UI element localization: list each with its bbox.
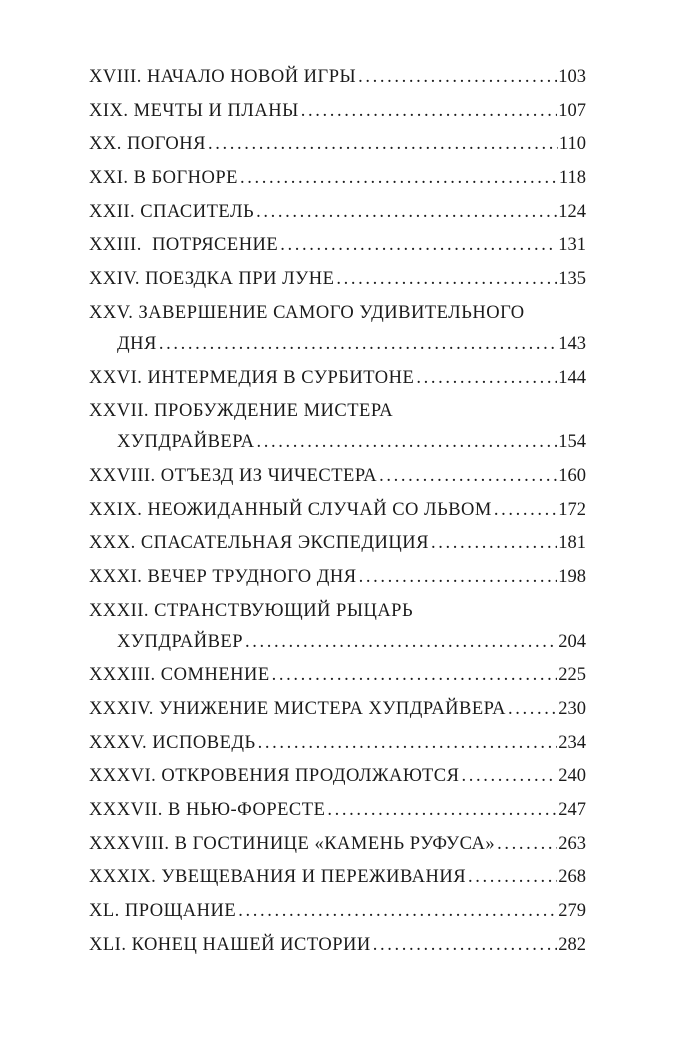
toc-entry[interactable] — [89, 829, 586, 860]
toc-entry[interactable] — [89, 230, 586, 261]
toc-entry-page: 198 — [558, 566, 586, 587]
toc-entry-title: XXXVIII. В ГОСТИНИЦЕ «КАМЕНЬ РУФУСА» — [89, 833, 496, 854]
toc-entry-page: 131 — [558, 235, 586, 256]
toc-entry-title: XXXV. ИСПОВЕДЬ — [89, 732, 256, 753]
leader-dots — [359, 562, 558, 593]
leader-dots — [373, 930, 558, 961]
toc-entry-title: XX. ПОГОНЯ — [89, 134, 206, 155]
table-of-contents — [89, 62, 586, 964]
toc-entry-title: XXVII. ПРОБУЖДЕНИЕ МИСТЕРА — [89, 401, 394, 422]
leader-dots — [358, 62, 557, 93]
toc-entry-title: XVIII. НАЧАЛО НОВОЙ ИГРЫ — [89, 67, 357, 87]
toc-entry[interactable] — [89, 396, 586, 458]
leader-dots — [238, 896, 557, 927]
toc-entry-page: 181 — [558, 533, 586, 554]
toc-entry-title: XXXVI. ОТКРОВЕНИЯ ПРОДОЛЖАЮТСЯ — [89, 766, 460, 787]
toc-entry-title-continued: ХУПДРАЙВЕР — [117, 631, 244, 652]
toc-entry-title: XXXI. ВЕЧЕР ТРУДНОГО ДНЯ — [89, 566, 357, 587]
toc-entry-title: XXXII. СТРАНСТВУЮЩИЙ РЫЦАРЬ — [89, 600, 414, 621]
toc-entry-title: XXVIII. ОТЪЕЗД ИЗ ЧИЧЕСТЕРА — [89, 465, 378, 486]
toc-entry[interactable] — [89, 129, 586, 160]
toc-entry-title: XXV. ЗАВЕРШЕНИЕ САМОГО УДИВИТЕЛЬНОГО — [89, 302, 525, 323]
toc-entry[interactable] — [89, 363, 586, 394]
toc-entry[interactable] — [89, 461, 586, 492]
toc-entry-page: 118 — [558, 168, 586, 189]
toc-entry-page: 143 — [558, 333, 586, 354]
toc-entry-title: XXIII. ПОТРЯСЕНИЕ — [89, 235, 279, 256]
toc-entry-title: XXX. СПАСАТЕЛЬНАЯ ЭКСПЕДИЦИЯ — [89, 533, 429, 554]
leader-dots — [208, 129, 558, 160]
toc-entry-page: 107 — [558, 100, 586, 121]
toc-entry-title: XL. ПРОЩАНИЕ — [89, 901, 237, 922]
leader-dots — [272, 660, 558, 691]
toc-entry-page: 247 — [558, 800, 586, 821]
toc-entry[interactable] — [89, 495, 586, 526]
toc-entry-page: 124 — [558, 201, 586, 222]
toc-entry[interactable] — [89, 862, 586, 893]
toc-entry-page: 282 — [558, 934, 586, 955]
toc-entry[interactable] — [89, 62, 586, 93]
toc-entry-title: XXXIII. СОМНЕНИЕ — [89, 665, 270, 686]
leader-dots — [461, 761, 557, 792]
toc-entry[interactable] — [89, 264, 586, 295]
toc-entry-page: 172 — [558, 499, 586, 520]
toc-entry-title-continued: ДНЯ — [117, 333, 157, 354]
toc-entry-page: 225 — [558, 665, 586, 686]
leader-dots — [508, 694, 557, 725]
toc-entry-page: 263 — [558, 833, 586, 854]
leader-dots — [245, 627, 557, 658]
toc-entry-page: 110 — [558, 134, 586, 155]
leader-dots — [379, 461, 557, 492]
leader-dots — [431, 528, 557, 559]
toc-entry-page: 230 — [558, 699, 586, 719]
leader-dots — [416, 363, 557, 394]
toc-entry-page: 279 — [558, 901, 586, 922]
leader-dots — [240, 163, 558, 194]
toc-entry-title: XXXIX. УВЕЩЕВАНИЯ И ПЕРЕЖИВАНИЯ — [89, 867, 467, 888]
toc-entry[interactable] — [89, 930, 586, 961]
leader-dots — [280, 230, 557, 261]
toc-entry[interactable] — [89, 528, 586, 559]
toc-entry-title: XXII. СПАСИТЕЛЬ — [89, 201, 255, 222]
toc-entry[interactable] — [89, 96, 586, 127]
toc-entry-title: XXI. В БОГНОРЕ — [89, 168, 238, 189]
toc-entry-page: 268 — [558, 867, 586, 888]
toc-entry-title: XXXVII. В НЬЮ-ФОРЕСТЕ — [89, 800, 326, 821]
leader-dots — [468, 862, 557, 893]
toc-entry[interactable] — [89, 795, 586, 826]
leader-dots — [256, 197, 557, 228]
leader-dots — [494, 495, 557, 526]
toc-entry-page: 160 — [558, 465, 586, 486]
leader-dots — [159, 329, 557, 360]
leader-dots — [327, 795, 557, 826]
leader-dots — [301, 96, 558, 127]
toc-entry-page: 135 — [558, 269, 586, 290]
toc-entry-page: 154 — [558, 432, 586, 453]
toc-entry-page: 240 — [558, 766, 586, 787]
toc-entry[interactable] — [89, 596, 586, 658]
toc-entry[interactable] — [89, 896, 586, 927]
toc-entry-title-continued: ХУПДРАЙВЕРА — [117, 432, 255, 453]
toc-entry-page: 204 — [558, 631, 586, 652]
toc-entry[interactable] — [89, 761, 586, 792]
toc-entry-page: 144 — [558, 367, 586, 388]
toc-entry[interactable] — [89, 163, 586, 194]
toc-entry[interactable] — [89, 562, 586, 593]
toc-entry-title: XXIV. ПОЕЗДКА ПРИ ЛУНЕ — [89, 269, 335, 290]
leader-dots — [257, 427, 558, 458]
toc-entry[interactable] — [89, 694, 586, 725]
leader-dots — [497, 829, 557, 860]
toc-entry-page: 103 — [558, 67, 586, 87]
toc-entry-title: XXVI. ИНТЕРМЕДИЯ В СУРБИТОНЕ — [89, 367, 415, 388]
toc-entry-title: XXXIV. УНИЖЕНИЕ МИСТЕРА ХУПДРАЙВЕРА — [89, 699, 506, 719]
toc-entry[interactable] — [89, 298, 586, 360]
toc-entry-title: XLI. КОНЕЦ НАШЕЙ ИСТОРИИ — [89, 934, 371, 955]
leader-dots — [336, 264, 557, 295]
toc-entry[interactable] — [89, 728, 586, 759]
toc-entry[interactable] — [89, 660, 586, 691]
toc-entry[interactable] — [89, 197, 586, 228]
toc-entry-title: XXIX. НЕОЖИДАННЫЙ СЛУЧАЙ СО ЛЬВОМ — [89, 499, 492, 520]
toc-entry-page: 234 — [558, 732, 586, 753]
leader-dots — [258, 728, 558, 759]
toc-entry-title: XIX. МЕЧТЫ И ПЛАНЫ — [89, 100, 299, 121]
